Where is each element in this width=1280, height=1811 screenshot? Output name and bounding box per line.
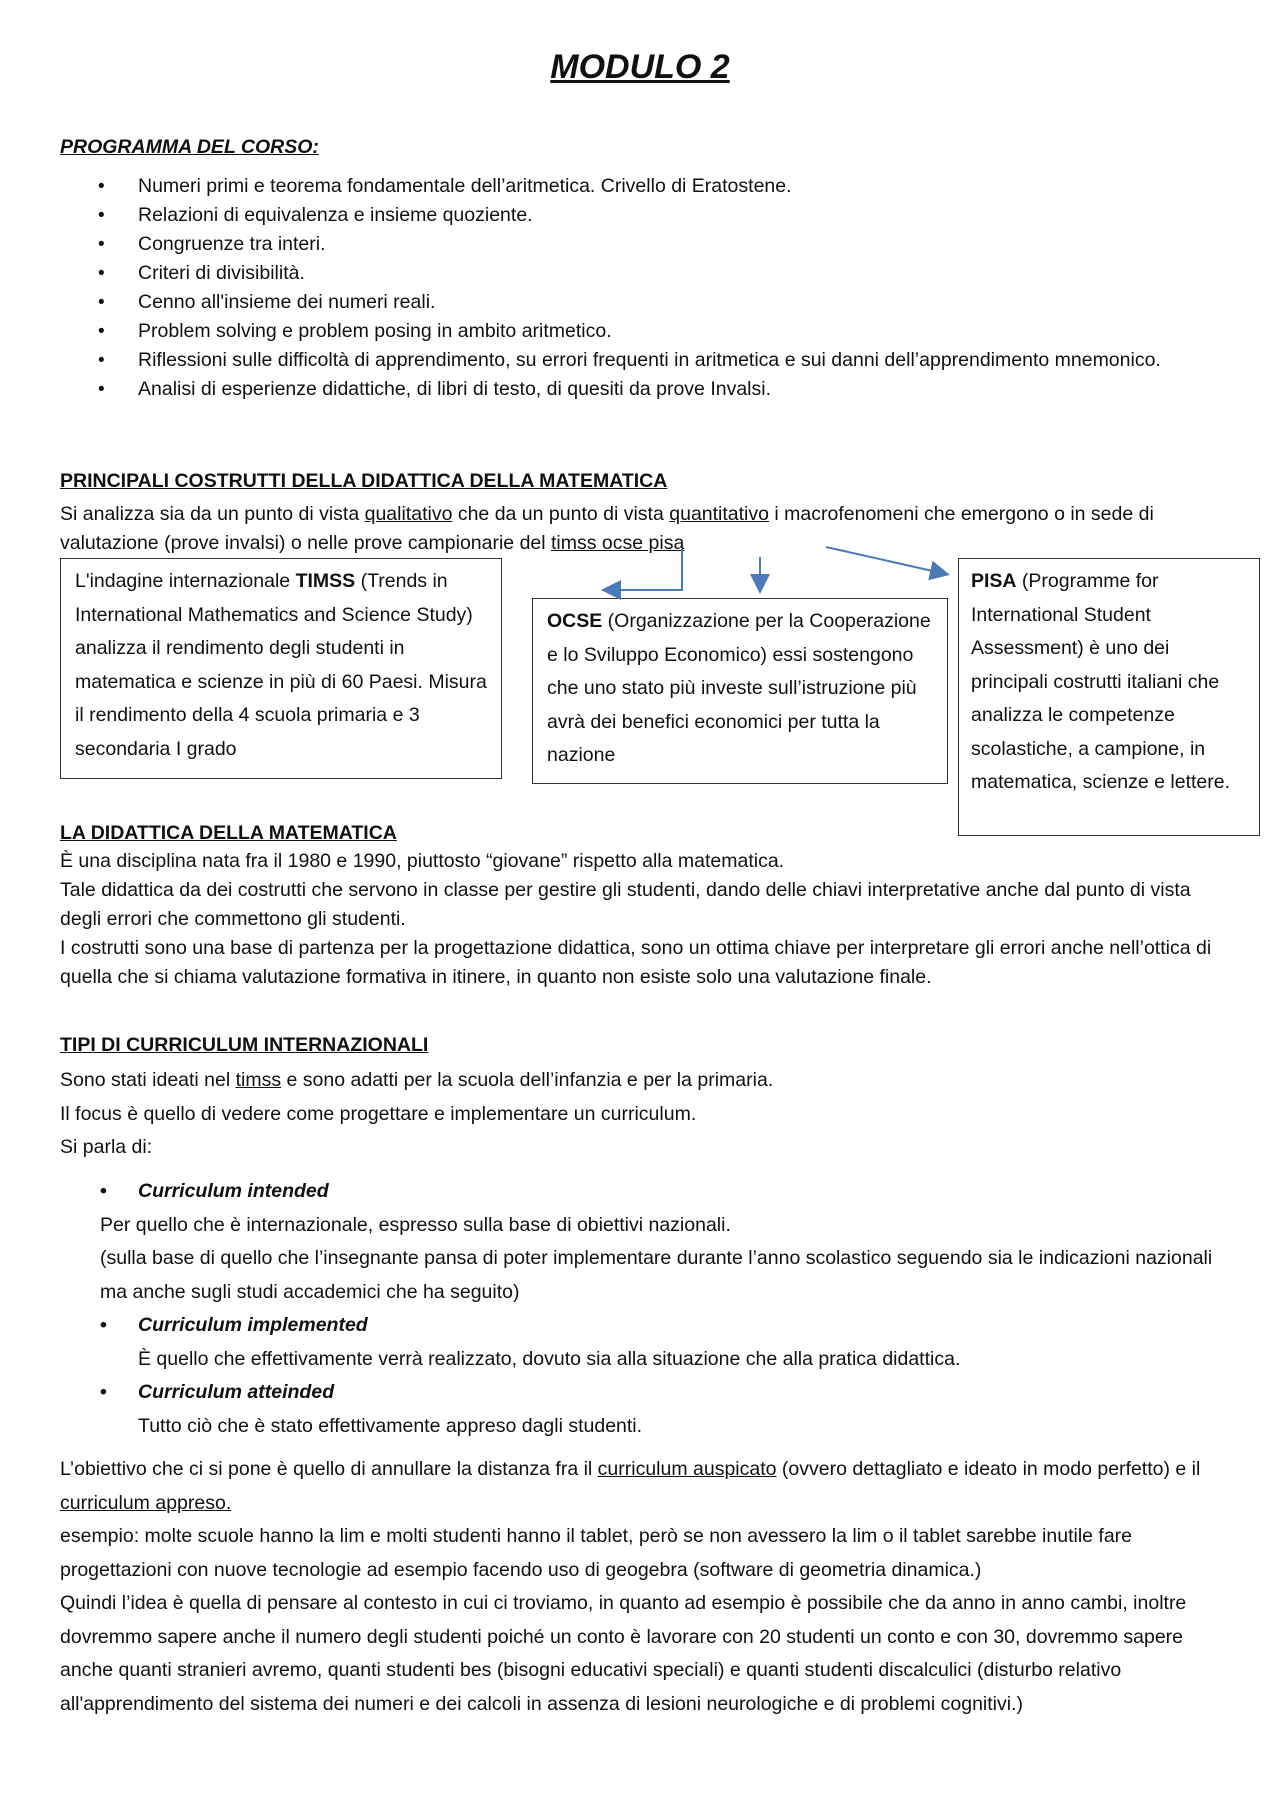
list-item: • Numeri primi e teorema fondamentale dell’aritmetica. Crivello di Eratostene. (60, 172, 1220, 201)
page-title: MODULO 2 (550, 48, 730, 86)
list-item: • Riflessioni sulle difficoltà di apprendimento, su errori frequenti in aritmetica e sui danni dell’apprendimento mnemonico. (60, 346, 1220, 375)
list-item: • Congruenze tra interi. (60, 230, 1220, 259)
curriculum-type-title: • Curriculum intended (100, 1175, 1230, 1209)
list-item: • Relazioni di equivalenza e insieme quoziente. (60, 201, 1220, 230)
curriculum-heading: TIPI DI CURRICULUM INTERNAZIONALI (60, 1034, 429, 1056)
pisa-box (958, 558, 1260, 836)
curriculum-types (100, 1175, 1230, 1443)
obj-text-b: (ovvero dettagliato e ideato in modo perfetto) e il (776, 1458, 1201, 1480)
timss-label: TIMSS (295, 570, 356, 592)
timss-pre: L'indagine internazionale (75, 570, 296, 592)
curriculum-type-desc: È quello che effettivamente verrà realizzato, dovuto sia alla situazione che alla pratica didattica. (138, 1347, 961, 1370)
didattica-heading: LA DIDATTICA DELLA MATEMATICA (60, 822, 397, 844)
intro-quantitativo: quantitativo (669, 503, 769, 525)
ocse-text: (Organizzazione per la Cooperazione e lo Sviluppo Economico) essi sostengono che uno stato più investe sull’istruzione più avrà dei benefici economici per tutta la nazione (547, 610, 931, 766)
timss-text: (Trends in International Mathematics and Science Study) analizza il rendimento degli studenti in matematica e scienze in più di 60 Paesi. Misura il rendimento della 4 scuola primaria e 3 secondaria I grado (75, 570, 487, 760)
pisa-label: PISA (971, 570, 1017, 592)
list-item: • Cenno all'insieme dei numeri reali. (60, 288, 1220, 317)
curriculum-intro (60, 1064, 1220, 1165)
ocse-box (532, 598, 948, 784)
didattica-p1: È una disciplina nata fra il 1980 e 1990, piuttosto “giovane” rispetto alla matematica. (60, 850, 785, 872)
intro-timss-ocse-pisa: timss ocse pisa (551, 531, 685, 554)
curr-l3: Si parla di: (60, 1136, 153, 1158)
intro-text-a: Si analizza sia da un punto di vista (60, 503, 365, 525)
obj-text-a: L’obiettivo che ci si pone è quello di annullare la distanza fra il (60, 1458, 598, 1480)
curriculum-type-title: • Curriculum implemented (100, 1309, 1230, 1343)
didattica-p3: I costrutti sono una base di partenza per la progettazione didattica, sono un ottima chiave per interpretare gli errori anche nell’ottica di quella che si chiama valutazione formativa in itinere, in quanto non esiste solo una valutazione finale. (60, 937, 1212, 988)
obj-curriculum-appreso: curriculum appreso. (60, 1491, 232, 1514)
programma-list (60, 172, 1220, 404)
curriculum-type-desc: Per quello che è internazionale, espresso sulla base di obiettivi nazionali. (100, 1213, 731, 1236)
programma-heading: PROGRAMMA DEL CORSO: (60, 136, 319, 158)
ocse-label: OCSE (547, 610, 603, 632)
intro-text-c: i macrofenomeni che emergono o in sede di valutazione (prove invalsi) o nelle prove campionarie del (60, 503, 1154, 554)
pisa-text: (Programme for International Student Assessment) è uno dei principali costrutti italiani che analizza le competenze scolastiche, a campione, in matematica, scienze e lettere. (971, 570, 1231, 793)
obj-curriculum-auspicato: curriculum auspicato (597, 1458, 777, 1480)
list-item: • Problem solving e problem posing in ambito aritmetico. (60, 317, 1220, 346)
curriculum-type (100, 1175, 1230, 1309)
costrutti-intro (60, 500, 1220, 557)
curriculum-quindi: Quindi l’idea è quella di pensare al contesto in cui ci troviamo, in quanto ad esempio è possibile che da anno in anno cambi, inoltre dovremmo sapere anche il numero degli studenti poiché un conto è lavorare con 20 studenti un conto e con 30, dovremmo sapere anche quanti stranieri avremo, quanti studenti bes (bisogni educativi speciali) e quanti studenti discalculici (disturbo relativo all'apprendimento del sistema dei numeri e dei calcoli in assenza di lesioni neurologiche e di problemi cognitivi.) (60, 1592, 1187, 1715)
curriculum-type-title: • Curriculum atteinded (100, 1376, 1230, 1410)
curr-l2: Il focus è quello di vedere come progettare e implementare un curriculum. (60, 1102, 697, 1125)
costrutti-heading: PRINCIPALI COSTRUTTI DELLA DIDATTICA DELLA MATEMATICA (60, 470, 668, 492)
list-item: • Criteri di divisibilità. (60, 259, 1220, 288)
didattica-p2: Tale didattica da dei costrutti che servono in classe per gestire gli studenti, dando delle chiavi interpretative anche dal punto di vista degli errori che commettono gli studenti. (60, 879, 1191, 930)
list-item: • Analisi di esperienze didattiche, di libri di testo, di quesiti da prove Invalsi. (60, 375, 1220, 404)
curriculum-type-desc: Tutto ciò che è stato effettivamente appreso dagli studenti. (138, 1414, 643, 1437)
curriculum-type-desc: (sulla base di quello che l’insegnante pansa di poter implementare durante l’anno scolastico seguendo sia le indicazioni nazionali ma anche sugli studi accademici che ha seguito) (100, 1247, 1213, 1303)
curr-l1-a: Sono stati ideati nel (60, 1069, 236, 1091)
curriculum-type (100, 1309, 1230, 1376)
intro-qualitativo: qualitativo (364, 503, 453, 525)
curr-l1-timss: timss (235, 1069, 282, 1091)
curriculum-objective (60, 1453, 1220, 1520)
curr-l1-b: e sono adatti per la scuola dell’infanzia e per la primaria. (281, 1069, 774, 1091)
curriculum-type (100, 1376, 1230, 1443)
timss-box (60, 558, 502, 779)
intro-text-b: che da un punto di vista (452, 503, 670, 525)
curriculum-esempio: esempio: molte scuole hanno la lim e molti studenti hanno il tablet, però se non avessero la lim o il tablet sarebbe inutile fare progettazioni con nuove tecnologie ad esempio facendo uso di geogebra (software di geometria dinamica.) (60, 1525, 1133, 1581)
